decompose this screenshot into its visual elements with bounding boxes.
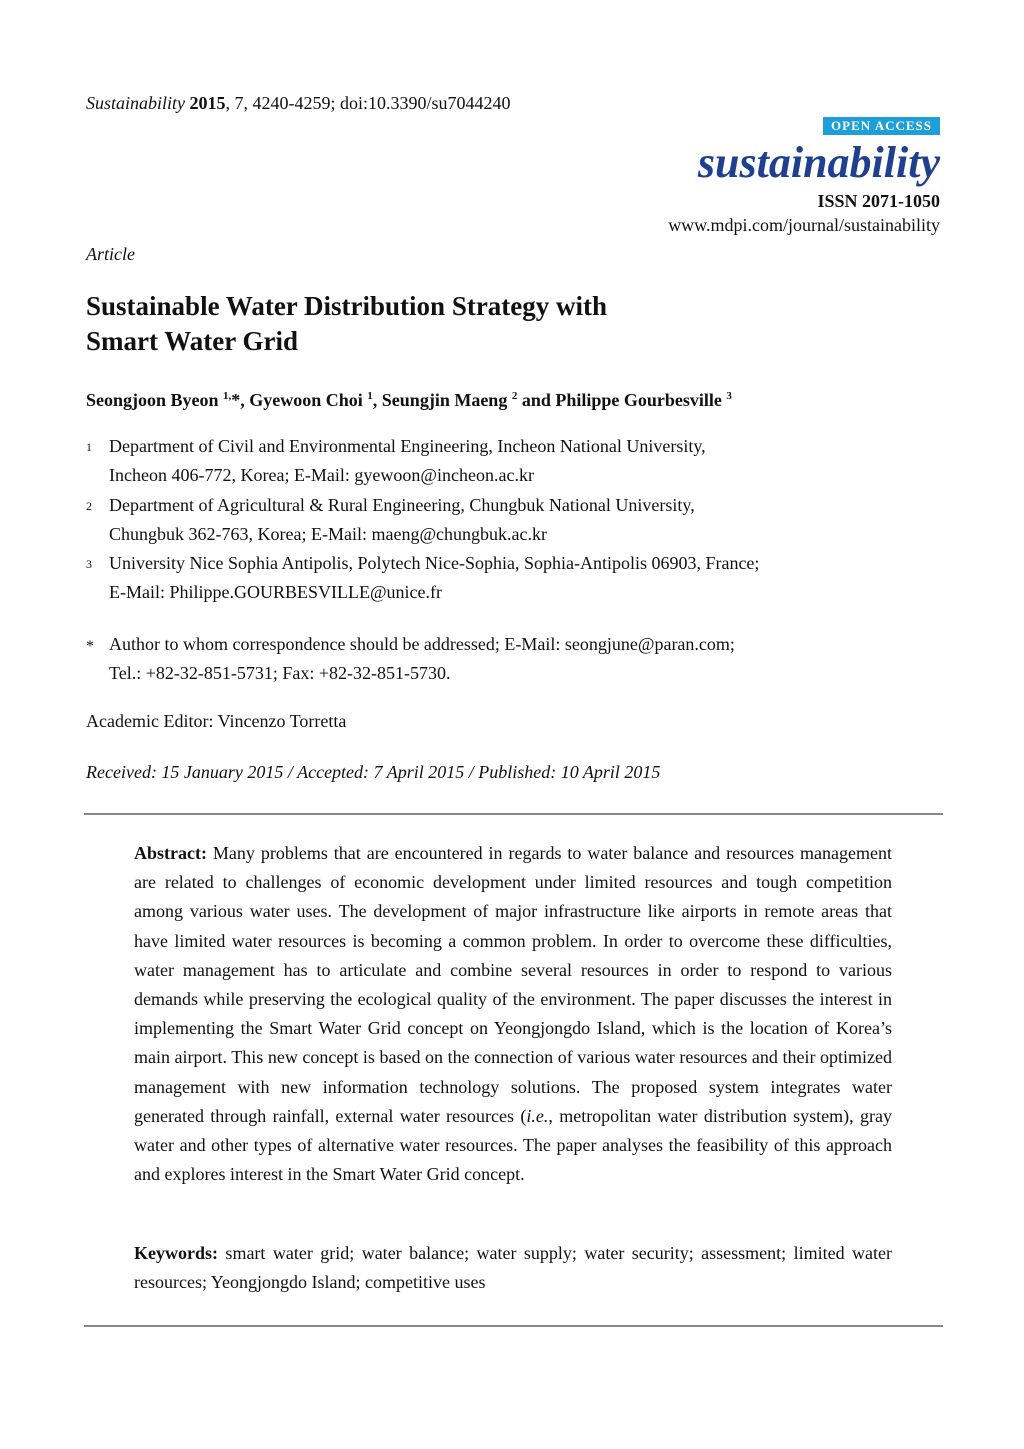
affiliation-line: Department of Civil and Environmental Engineering, Incheon National University, bbox=[109, 436, 706, 456]
author-separator: , bbox=[372, 390, 382, 410]
author-list bbox=[86, 384, 946, 412]
citation-year: 2015 bbox=[189, 93, 226, 113]
author-separator: , bbox=[240, 390, 250, 410]
title-line: Smart Water Grid bbox=[86, 326, 298, 356]
issn: ISSN 2071-1050 bbox=[817, 191, 940, 211]
correspondence-line: Author to whom correspondence should be addressed; E-Mail: seongjune@paran.com; bbox=[109, 634, 735, 654]
affiliation-number: 3 bbox=[86, 557, 92, 571]
journal-logo: sustainability bbox=[697, 138, 940, 187]
citation-journal: Sustainability bbox=[86, 93, 185, 113]
author-name: Philippe Gourbesville bbox=[555, 390, 722, 410]
author-affiliation-mark: 2 bbox=[511, 390, 518, 402]
publication-dates: Received: 15 January 2015 / Accepted: 7 April 2015 / Published: 10 April 2015 bbox=[86, 762, 661, 782]
article-type: Article bbox=[86, 244, 135, 264]
abstract-label: Abstract: bbox=[134, 843, 207, 863]
corresponding-mark: * bbox=[231, 390, 241, 410]
abstract-text: Many problems that are encountered in regards to water balance and resources management are related to challenges of economic development under limited resources and tough competition among various water uses. The development of major infrastructure like airports in remote areas that have limited water resources is becoming a common problem. In order to overcome these difficulties, water management has to articulate and combine several resources in order to respond to various demands while preserving the ecological quality of the environment. The paper discusses the interest in implementing the Smart Water Grid concept on Yeongjongdo Island, which is the location of Korea’s main airport. This new concept is based on the connection of various water resources and their optimized management with new information technology solutions. The proposed system integrates water generated through rainfall, external water resources ( bbox=[134, 843, 892, 1126]
affiliation-line: Chungbuk 362-763, Korea; E-Mail: maeng@chungbuk.ac.kr bbox=[109, 524, 547, 544]
citation-pages-doi: 4240-4259; doi:10.3390/su7044240 bbox=[248, 93, 511, 113]
paper-title bbox=[86, 289, 806, 359]
author-name: Seungjin Maeng bbox=[381, 390, 508, 410]
academic-editor: Academic Editor: Vincenzo Torretta bbox=[86, 711, 347, 731]
correspondence-line: Tel.: +82-32-851-5731; Fax: +82-32-851-5730. bbox=[109, 663, 451, 683]
keywords-text: smart water grid; water balance; water supply; water security; assessment; limited water resources; Yeongjongdo Island; competitive uses bbox=[134, 1243, 892, 1293]
affiliation-line: Department of Agricultural & Rural Engineering, Chungbuk National University, bbox=[109, 495, 695, 515]
open-access-badge: OPEN ACCESS bbox=[823, 117, 940, 135]
author-affiliation-mark: 3 bbox=[726, 390, 732, 402]
author-name: Seongjoon Byeon bbox=[86, 390, 219, 410]
citation-line bbox=[86, 91, 511, 115]
affiliation-number: 2 bbox=[86, 499, 92, 513]
abstract bbox=[134, 839, 892, 1189]
bottom-divider bbox=[84, 1325, 943, 1327]
affiliation-line: Incheon 406-772, Korea; E-Mail: gyewoon@incheon.ac.kr bbox=[109, 465, 534, 485]
author-separator: and bbox=[517, 390, 556, 410]
author-affiliation-mark: 1 bbox=[367, 390, 373, 402]
citation-volume: , 7, bbox=[225, 93, 248, 113]
affiliation-line: E-Mail: Philippe.GOURBESVILLE@unice.fr bbox=[109, 582, 443, 602]
corresponding-mark: * bbox=[86, 638, 94, 655]
keywords bbox=[134, 1239, 892, 1297]
journal-url[interactable]: www.mdpi.com/journal/sustainability bbox=[668, 215, 940, 235]
author-name: Gyewoon Choi bbox=[249, 390, 363, 410]
keywords-label: Keywords: bbox=[134, 1243, 218, 1263]
abstract-text-continued: , metropolitan water distribution system), gray water and other types of alternative water resources. The paper analyses the feasibility of this approach and explores interest in the Smart Water Grid concept. bbox=[134, 1105, 892, 1185]
title-line: Sustainable Water Distribution Strategy with bbox=[86, 291, 608, 321]
affiliation-number: 1 bbox=[86, 440, 92, 454]
abstract-ie: i.e. bbox=[526, 1105, 549, 1126]
top-divider bbox=[84, 813, 943, 815]
affiliation-line: University Nice Sophia Antipolis, Polytech Nice-Sophia, Sophia-Antipolis 06903, France; bbox=[109, 553, 760, 573]
author-affiliation-mark: 1, bbox=[223, 390, 232, 402]
